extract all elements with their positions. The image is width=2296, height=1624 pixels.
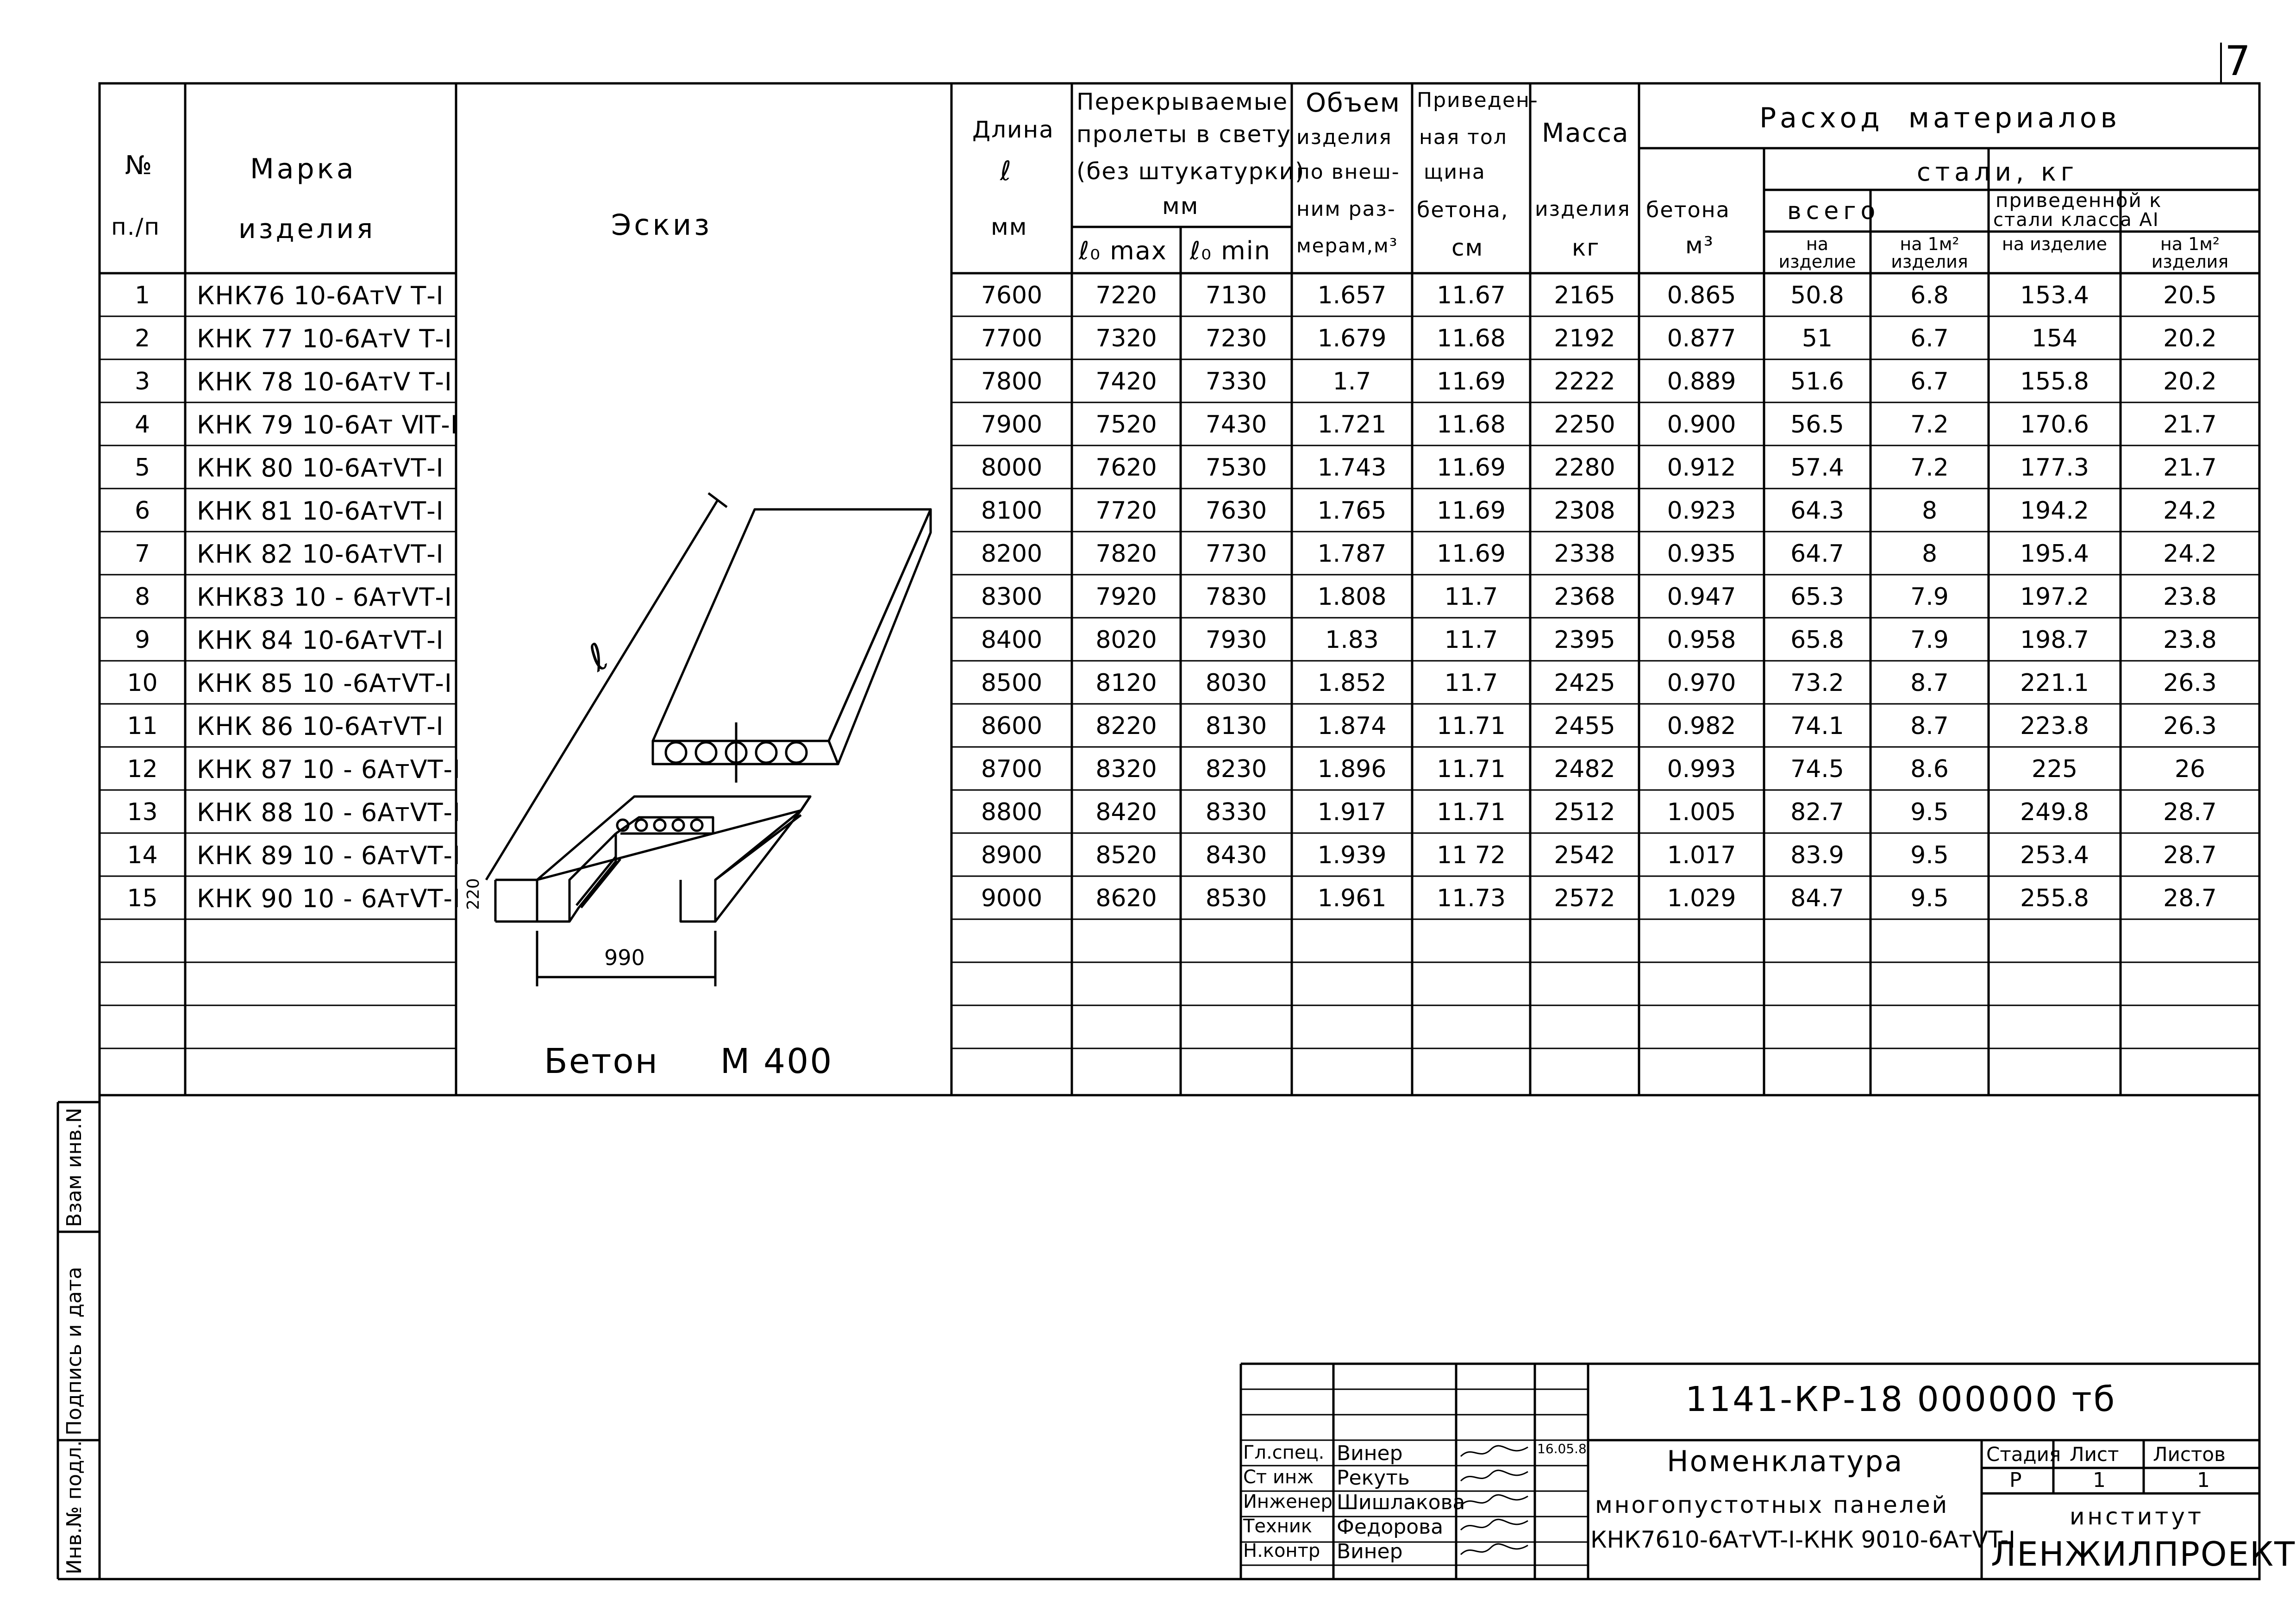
sheet-header: Лист — [2070, 1443, 2119, 1466]
cell-st-item: 64.7 — [1790, 540, 1844, 568]
cell-mass: 2395 — [1554, 626, 1615, 654]
cell-red-m2: 28.7 — [2163, 884, 2217, 912]
header-concrete-unit: м³ — [1685, 232, 1714, 259]
cell-st-item: 73.2 — [1790, 669, 1844, 697]
header-per-item: на изделие — [1778, 234, 1856, 272]
cell-conc: 0.958 — [1667, 626, 1736, 654]
cell-n: 15 — [127, 884, 158, 912]
slab-side-face — [829, 509, 931, 764]
cell-st-m2: 7.2 — [1910, 454, 1949, 482]
cell-mark: КНК 89 10 - 6АтⅤТ-I — [197, 841, 461, 870]
cell-lmin: 7130 — [1205, 282, 1267, 309]
cell-conc: 0.889 — [1667, 368, 1736, 395]
cell-lmin: 7630 — [1205, 497, 1267, 525]
cell-l: 8300 — [981, 583, 1043, 611]
cell-lmin: 7430 — [1205, 411, 1267, 439]
cell-thick: 11.69 — [1437, 540, 1506, 568]
cell-conc: 0.993 — [1667, 755, 1736, 783]
cell-thick: 11.7 — [1444, 583, 1498, 611]
header-concrete: бетона — [1646, 197, 1730, 222]
cell-st-m2: 7.9 — [1910, 583, 1949, 611]
cell-lmax: 8620 — [1095, 884, 1157, 912]
cell-red-item: 223.8 — [2020, 712, 2089, 740]
cell-n: 5 — [134, 454, 150, 482]
cell-st-m2: 8 — [1921, 540, 1938, 568]
cell-red-item: 195.4 — [2020, 540, 2089, 568]
cell-vol: 1.852 — [1317, 669, 1387, 697]
role-name: Федорова — [1337, 1515, 1444, 1539]
cell-lmax: 7420 — [1095, 368, 1157, 395]
role-title: Н.контр — [1243, 1540, 1320, 1561]
cell-mark: КНК 79 10-6Ат ⅥТ-I — [197, 410, 458, 439]
cell-red-item: 170.6 — [2020, 411, 2089, 439]
header-mark-sub: изделия — [238, 213, 375, 245]
header-lo-min: ℓ₀ min — [1190, 236, 1271, 265]
cell-thick: 11.71 — [1437, 712, 1506, 740]
stamp-inv-original: Инв.№ подл. — [63, 1440, 86, 1574]
cell-mass: 2250 — [1554, 411, 1615, 439]
cell-conc: 1.029 — [1667, 884, 1736, 912]
role-name: Винер — [1337, 1442, 1403, 1465]
cell-thick: 11.71 — [1437, 755, 1506, 783]
header-lo-max: ℓ₀ max — [1079, 236, 1167, 265]
institute-name: ЛЕНЖИЛПРОЕКТ — [1991, 1535, 2296, 1574]
cell-n: 9 — [134, 626, 150, 654]
cell-st-item: 74.5 — [1790, 755, 1844, 783]
header-per-m2: на 1м² изделия — [1891, 234, 1968, 272]
cell-l: 8700 — [981, 755, 1043, 783]
concrete-grade: Бетон М 400 — [544, 1041, 833, 1081]
cell-mass: 2455 — [1554, 712, 1615, 740]
cell-red-item: 194.2 — [2020, 497, 2089, 525]
cell-thick: 11.71 — [1437, 798, 1506, 826]
cell-thick: 11.7 — [1444, 669, 1498, 697]
slab-top-face — [653, 509, 931, 741]
cell-l: 8900 — [981, 841, 1043, 869]
cell-red-m2: 28.7 — [2163, 798, 2217, 826]
cell-l: 7700 — [981, 325, 1043, 352]
cell-conc: 1.017 — [1667, 841, 1736, 869]
cell-red-m2: 20.2 — [2163, 325, 2217, 352]
cell-lmax: 8520 — [1095, 841, 1157, 869]
header-per-m2-reduced: на 1м² изделия — [2151, 234, 2229, 272]
header-mass: Масса — [1542, 118, 1629, 148]
cell-st-m2: 6.8 — [1910, 282, 1949, 309]
cell-mark: КНК 88 10 - 6АтⅤТ-I — [197, 798, 461, 827]
cell-lmax: 7220 — [1095, 282, 1157, 309]
cell-lmin: 7230 — [1205, 325, 1267, 352]
header-spans-3: (без штукатурки) — [1076, 158, 1305, 185]
cell-mark: КНК 87 10 - 6АтⅤТ-I — [197, 755, 461, 784]
cell-mark: КНК 85 10 -6АтⅤТ-I — [197, 669, 452, 698]
cell-st-m2: 8.6 — [1910, 755, 1949, 783]
header-thick-5: см — [1451, 234, 1484, 261]
cell-mass: 2572 — [1554, 884, 1615, 912]
cell-mark: КНК 81 10-6АтⅤТ-I — [197, 496, 444, 526]
cell-n: 6 — [134, 497, 150, 525]
cell-st-m2: 9.5 — [1910, 884, 1949, 912]
cell-red-m2: 20.2 — [2163, 368, 2217, 395]
cell-conc: 0.970 — [1667, 669, 1736, 697]
header-steel-reduced-2: стали класса АI — [1993, 209, 2159, 231]
cell-red-item: 198.7 — [2020, 626, 2089, 654]
header-mass-sub: изделия — [1535, 197, 1631, 221]
cell-st-item: 83.9 — [1790, 841, 1844, 869]
cell-st-item: 65.8 — [1790, 626, 1844, 654]
cell-lmax: 7320 — [1095, 325, 1157, 352]
page-number: 7 — [2225, 37, 2251, 85]
cell-lmin: 8430 — [1205, 841, 1267, 869]
sheets-header: Листов — [2153, 1443, 2226, 1466]
cell-vol: 1.939 — [1317, 841, 1387, 869]
cell-st-m2: 9.5 — [1910, 841, 1949, 869]
cell-red-item: 153.4 — [2020, 282, 2089, 309]
cell-red-m2: 21.7 — [2163, 411, 2217, 439]
cell-l: 7800 — [981, 368, 1043, 395]
cell-lmin: 7330 — [1205, 368, 1267, 395]
stamp-replace-inv: Взам инв.N — [63, 1108, 86, 1227]
cell-mark: КНК 86 10-6АтⅤТ-I — [197, 712, 444, 741]
cell-mass: 2512 — [1554, 798, 1615, 826]
cell-st-item: 64.3 — [1790, 497, 1844, 525]
cell-vol: 1.657 — [1317, 282, 1387, 309]
cell-n: 13 — [127, 798, 158, 826]
cell-red-item: 177.3 — [2020, 454, 2089, 482]
role-name: Рекуть — [1337, 1466, 1410, 1490]
cell-mark: КНК76 10-6АтⅤ Т-I — [197, 281, 444, 310]
cell-conc: 0.865 — [1667, 282, 1736, 309]
cell-st-item: 65.3 — [1790, 583, 1844, 611]
cell-vol: 1.896 — [1317, 755, 1387, 783]
cell-st-m2: 6.7 — [1910, 368, 1949, 395]
cell-red-item: 255.8 — [2020, 884, 2089, 912]
cell-st-m2: 8 — [1921, 497, 1938, 525]
header-mass-unit: кг — [1572, 234, 1600, 261]
sketch-width-label: 990 — [604, 945, 645, 970]
cell-red-m2: 26 — [2174, 755, 2206, 783]
cell-lmax: 8220 — [1095, 712, 1157, 740]
cell-conc: 0.947 — [1667, 583, 1736, 611]
cell-l: 7900 — [981, 411, 1043, 439]
cell-conc: 0.935 — [1667, 540, 1736, 568]
cell-red-item: 197.2 — [2020, 583, 2089, 611]
cell-mass: 2280 — [1554, 454, 1615, 482]
cell-mark: КНК 84 10-6АтⅤТ-I — [197, 626, 444, 655]
signature-scribble — [1458, 1467, 1533, 1488]
cell-l: 8800 — [981, 798, 1043, 826]
cell-conc: 0.900 — [1667, 411, 1736, 439]
cell-vol: 1.787 — [1317, 540, 1387, 568]
cell-vol: 1.83 — [1325, 626, 1379, 654]
sketch-height-label: 220 — [464, 878, 483, 910]
header-steel-reduced-1: приведенной к — [1996, 189, 2162, 212]
header-thick-2: ная тол — [1419, 125, 1508, 149]
header-steel: стали, кг — [1917, 157, 2079, 187]
cell-n: 7 — [134, 540, 150, 568]
cell-n: 8 — [134, 583, 150, 611]
cell-lmin: 8030 — [1205, 669, 1267, 697]
header-length-symbol: ℓ — [1000, 155, 1012, 187]
header-spans-2: пролеты в свету — [1076, 121, 1292, 148]
cell-mass: 2222 — [1554, 368, 1615, 395]
header-thick-1: Приведен- — [1417, 88, 1539, 112]
cell-red-m2: 23.8 — [2163, 583, 2217, 611]
cell-st-item: 51.6 — [1790, 368, 1844, 395]
cell-thick: 11.73 — [1437, 884, 1506, 912]
cell-lmin: 7530 — [1205, 454, 1267, 482]
cell-n: 14 — [127, 841, 158, 869]
cell-vol: 1.679 — [1317, 325, 1387, 352]
signature-scribble — [1458, 1442, 1533, 1463]
cell-l: 8000 — [981, 454, 1043, 482]
document-code: 1141-КР-18 000000 тб — [1685, 1379, 2117, 1419]
cell-l: 8100 — [981, 497, 1043, 525]
header-spans-1: Перекрываемые — [1076, 88, 1289, 115]
cell-red-item: 249.8 — [2020, 798, 2089, 826]
cell-vol: 1.808 — [1317, 583, 1387, 611]
header-length: Длина — [972, 116, 1054, 143]
cell-mark: КНК83 10 - 6АтⅤТ-I — [197, 583, 452, 612]
header-consumption: Расход материалов — [1759, 102, 2121, 134]
cell-red-m2: 26.3 — [2163, 712, 2217, 740]
cell-n: 11 — [127, 712, 158, 740]
cell-n: 10 — [127, 669, 158, 697]
cell-lmax: 7620 — [1095, 454, 1157, 482]
cell-mass: 2308 — [1554, 497, 1615, 525]
cell-lmax: 8320 — [1095, 755, 1157, 783]
role-title: Ст инж — [1243, 1467, 1314, 1488]
role-name: Шишлакова — [1337, 1491, 1465, 1514]
sheets-value: 1 — [2197, 1468, 2210, 1492]
cell-l: 8400 — [981, 626, 1043, 654]
header-thick-4: бетона, — [1417, 197, 1509, 222]
cell-mark: КНК 80 10-6АтⅤТ-I — [197, 453, 444, 483]
cell-thick: 11 72 — [1437, 841, 1506, 869]
role-title: Техник — [1243, 1516, 1313, 1537]
header-length-unit: мм — [991, 213, 1028, 240]
cell-n: 3 — [134, 368, 150, 395]
cell-red-m2: 26.3 — [2163, 669, 2217, 697]
signature-scribble — [1458, 1516, 1533, 1537]
cell-vol: 1.721 — [1317, 411, 1387, 439]
cell-thick: 11.68 — [1437, 325, 1506, 352]
cell-vol: 1.7 — [1333, 368, 1371, 395]
cell-l: 8600 — [981, 712, 1043, 740]
cell-conc: 0.877 — [1667, 325, 1736, 352]
cell-lmin: 7830 — [1205, 583, 1267, 611]
sheet-value: 1 — [2093, 1468, 2106, 1492]
header-volume-2: изделия — [1296, 125, 1392, 149]
cell-lmin: 8530 — [1205, 884, 1267, 912]
cell-red-m2: 24.2 — [2163, 540, 2217, 568]
header-num: № — [125, 150, 153, 181]
cell-thick: 11.67 — [1437, 282, 1506, 309]
signature-scribble — [1458, 1492, 1533, 1512]
cell-red-item: 154 — [2031, 325, 2078, 352]
cell-red-item: 253.4 — [2020, 841, 2089, 869]
cell-lmin: 8330 — [1205, 798, 1267, 826]
header-volume-5: мерам,м³ — [1296, 234, 1398, 257]
cell-red-m2: 20.5 — [2163, 282, 2217, 309]
cell-lmin: 7730 — [1205, 540, 1267, 568]
cell-st-item: 84.7 — [1790, 884, 1844, 912]
role-title: Инженер — [1243, 1491, 1333, 1512]
cell-l: 7600 — [981, 282, 1043, 309]
cell-red-m2: 24.2 — [2163, 497, 2217, 525]
cell-vol: 1.874 — [1317, 712, 1387, 740]
header-volume-3: по внеш- — [1296, 160, 1400, 184]
cell-mark: КНК 90 10 - 6АтⅤТ-I — [197, 884, 461, 913]
header-volume-4: ним раз- — [1296, 197, 1396, 221]
cell-lmax: 7720 — [1095, 497, 1157, 525]
role-title: Гл.спец. — [1243, 1442, 1325, 1463]
header-num-sub: п./п — [111, 213, 161, 240]
cell-mass: 2482 — [1554, 755, 1615, 783]
cell-conc: 0.923 — [1667, 497, 1736, 525]
cell-thick: 11.69 — [1437, 368, 1506, 395]
cell-l: 8500 — [981, 669, 1043, 697]
cell-mark: КНК 78 10-6АтⅤ Т-I — [197, 367, 452, 396]
cell-lmax: 8120 — [1095, 669, 1157, 697]
cell-lmax: 7520 — [1095, 411, 1157, 439]
cell-conc: 0.982 — [1667, 712, 1736, 740]
sketch-length-label: ℓ — [580, 635, 615, 680]
cell-lmin: 8230 — [1205, 755, 1267, 783]
cell-thick: 11.69 — [1437, 497, 1506, 525]
cell-lmax: 7920 — [1095, 583, 1157, 611]
header-steel-total: всего — [1787, 197, 1880, 225]
cell-st-item: 82.7 — [1790, 798, 1844, 826]
cell-lmax: 8420 — [1095, 798, 1157, 826]
header-mark: Марка — [250, 153, 357, 185]
cell-red-m2: 23.8 — [2163, 626, 2217, 654]
stamp-signature-date: Подпись и дата — [63, 1267, 86, 1436]
cell-st-item: 50.8 — [1790, 282, 1844, 309]
cell-thick: 11.69 — [1437, 454, 1506, 482]
cell-mass: 2542 — [1554, 841, 1615, 869]
cell-conc: 0.912 — [1667, 454, 1736, 482]
cell-l: 8200 — [981, 540, 1043, 568]
cell-red-item: 221.1 — [2020, 669, 2089, 697]
cell-lmin: 8130 — [1205, 712, 1267, 740]
title-line-2: многопустотных панелей — [1595, 1492, 1949, 1518]
cell-mark: КНК 82 10-6АтⅤТ-I — [197, 539, 444, 569]
signature-date: 16.05.8 — [1537, 1441, 1587, 1456]
cell-lmin: 7930 — [1205, 626, 1267, 654]
cell-n: 4 — [134, 411, 150, 439]
cell-mass: 2368 — [1554, 583, 1615, 611]
cell-vol: 1.743 — [1317, 454, 1387, 482]
cell-thick: 11.7 — [1444, 626, 1498, 654]
stage-value: Р — [2009, 1468, 2022, 1492]
role-name: Винер — [1337, 1540, 1403, 1563]
cell-thick: 11.68 — [1437, 411, 1506, 439]
header-per-item-reduced: на изделие — [2002, 234, 2108, 254]
cell-st-m2: 6.7 — [1910, 325, 1949, 352]
cell-n: 12 — [127, 755, 158, 783]
cell-vol: 1.917 — [1317, 798, 1387, 826]
cell-red-item: 155.8 — [2020, 368, 2089, 395]
cell-st-m2: 7.9 — [1910, 626, 1949, 654]
cell-n: 1 — [134, 282, 150, 309]
stage-header: Стадия — [1986, 1443, 2061, 1466]
cell-st-m2: 8.7 — [1910, 669, 1949, 697]
cell-lmax: 8020 — [1095, 626, 1157, 654]
institute-label: институт — [2070, 1503, 2204, 1530]
cell-st-m2: 9.5 — [1910, 798, 1949, 826]
cell-red-item: 225 — [2031, 755, 2078, 783]
cell-lmax: 7820 — [1095, 540, 1157, 568]
cell-st-m2: 7.2 — [1910, 411, 1949, 439]
cell-n: 2 — [134, 325, 150, 352]
signature-scribble — [1458, 1541, 1533, 1561]
cell-red-m2: 21.7 — [2163, 454, 2217, 482]
cell-vol: 1.765 — [1317, 497, 1387, 525]
header-sketch: Эскиз — [611, 208, 713, 242]
cell-st-item: 56.5 — [1790, 411, 1844, 439]
header-spans-unit: мм — [1162, 193, 1199, 219]
cell-conc: 1.005 — [1667, 798, 1736, 826]
cell-red-m2: 28.7 — [2163, 841, 2217, 869]
cell-mass: 2192 — [1554, 325, 1615, 352]
header-volume-1: Объем — [1306, 88, 1401, 118]
title-line-3: КНК7610-6АтVT-I-КНК 9010-6АтVT-I — [1590, 1526, 2015, 1553]
cell-vol: 1.961 — [1317, 884, 1387, 912]
title-line-1: Номенклатура — [1667, 1444, 1904, 1478]
cell-st-item: 74.1 — [1790, 712, 1844, 740]
cell-mass: 2425 — [1554, 669, 1615, 697]
cell-mass: 2165 — [1554, 282, 1615, 309]
cell-st-item: 57.4 — [1790, 454, 1844, 482]
cell-l: 9000 — [981, 884, 1043, 912]
cell-mark: КНК 77 10-6АтⅤ Т-I — [197, 324, 452, 353]
cell-st-m2: 8.7 — [1910, 712, 1949, 740]
cell-st-item: 51 — [1802, 325, 1833, 352]
cell-mass: 2338 — [1554, 540, 1615, 568]
header-thick-3: щина — [1424, 160, 1486, 184]
